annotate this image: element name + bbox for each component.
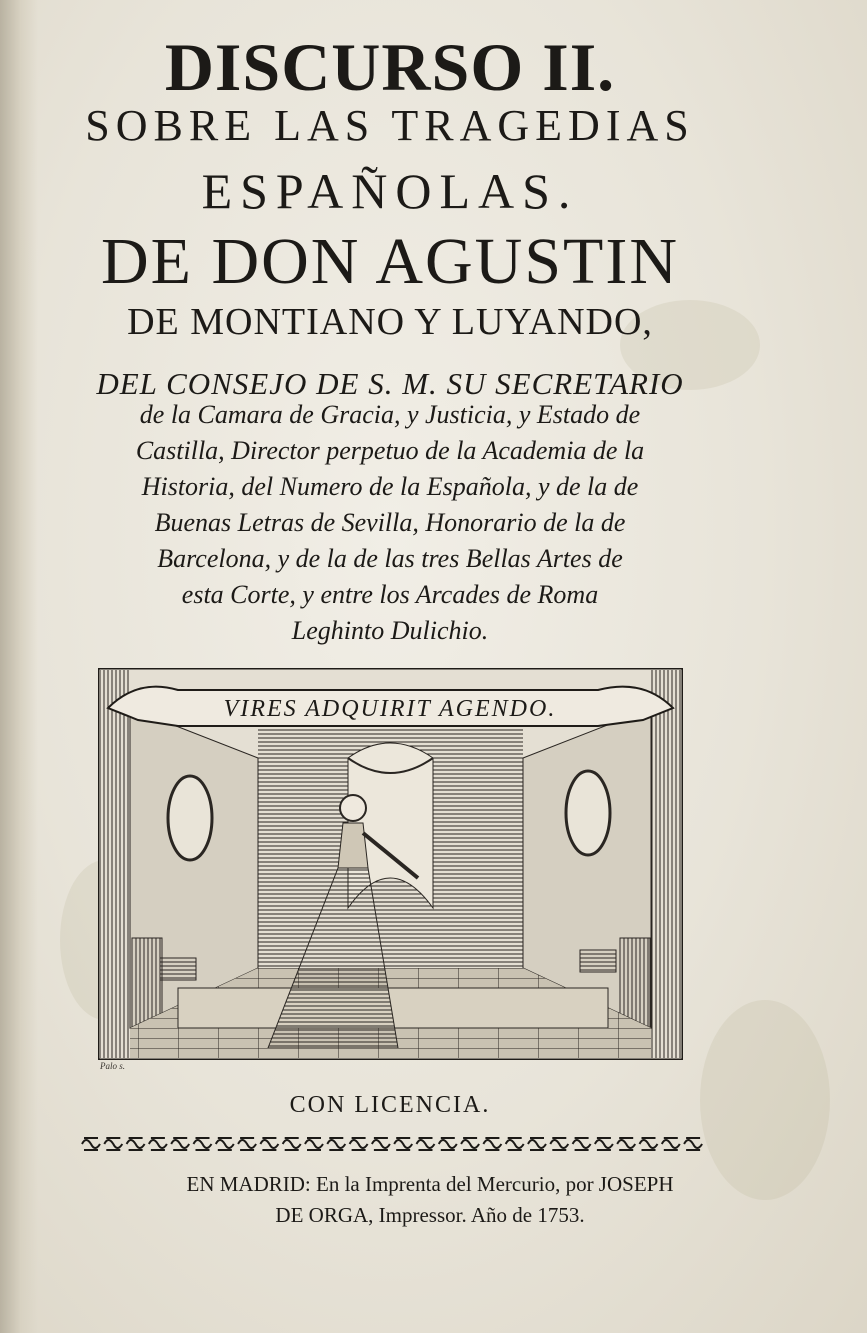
credential-line: de la Camara de Gracia, y Justicia, y Estado de xyxy=(139,400,641,429)
credential-line: Historia, del Numero de la Española, y de la de xyxy=(141,472,639,501)
engraving-motto: VIRES ADQUIRIT AGENDO. xyxy=(223,696,557,722)
ornament-glyph xyxy=(461,1138,479,1150)
author-name: DE DON AGUSTIN xyxy=(101,225,679,298)
engraver-signature: Palo s. xyxy=(100,1061,126,1071)
imprint-printer: DE ORGA, Impressor. Año de 1753. xyxy=(275,1203,585,1227)
ornament-glyph xyxy=(617,1138,635,1150)
ornament-glyph xyxy=(417,1138,435,1150)
ornament-glyph xyxy=(372,1138,390,1150)
ornament-glyph xyxy=(260,1138,278,1150)
engraving-illustration xyxy=(98,668,683,1060)
ornament-glyph xyxy=(483,1138,501,1150)
credential-line: Castilla, Director perpetuo de la Academia de la xyxy=(135,436,645,465)
ornamental-rule xyxy=(78,1134,708,1154)
credential-line: Leghinto Dulichio. xyxy=(291,616,489,645)
credential-line: Buenas Letras de Sevilla, Honorario de la de xyxy=(154,508,626,537)
ornament-glyph xyxy=(194,1138,212,1150)
ornament-glyph xyxy=(528,1138,546,1150)
title-subject-2: ESPAÑOLAS. xyxy=(201,163,579,219)
imprint-place: EN MADRID: En la Imprenta del Mercurio, por JOSEPH xyxy=(186,1172,674,1196)
ornament-glyph xyxy=(550,1138,568,1150)
licence-notice: CON LICENCIA. xyxy=(289,1092,491,1118)
ornament-glyph xyxy=(662,1138,680,1150)
ornament-glyph xyxy=(327,1138,345,1150)
ornament-glyph xyxy=(305,1138,323,1150)
ornament-glyph xyxy=(439,1138,457,1150)
ornament-glyph xyxy=(350,1138,368,1150)
title-subject: SOBRE LAS TRAGEDIAS xyxy=(85,101,695,150)
ornament-glyph xyxy=(506,1138,524,1150)
ornament-glyph xyxy=(394,1138,412,1150)
ornament-glyph xyxy=(640,1138,658,1150)
author-surname: DE MONTIANO Y LUYANDO, xyxy=(127,301,653,343)
ornament-glyph xyxy=(171,1138,189,1150)
ornament-glyph xyxy=(104,1138,122,1150)
credential-line: Barcelona, y de la de las tres Bellas Artes de xyxy=(157,544,623,573)
ornament-glyph xyxy=(595,1138,613,1150)
title-discurso: DISCURSO II. xyxy=(164,29,616,105)
credential-line: esta Corte, y entre los Arcades de Roma xyxy=(181,580,599,609)
ornament-glyph xyxy=(283,1138,301,1150)
ornament-glyph xyxy=(684,1138,702,1150)
ornament-glyph xyxy=(573,1138,591,1150)
ornament-glyph xyxy=(238,1138,256,1150)
credential-line: DEL CONSEJO DE S. M. SU SECRETARIO xyxy=(96,366,684,401)
ornament-glyph xyxy=(149,1138,167,1150)
ornament-glyph xyxy=(82,1138,100,1150)
ornament-glyph xyxy=(216,1138,234,1150)
ornament-glyph xyxy=(127,1138,145,1150)
